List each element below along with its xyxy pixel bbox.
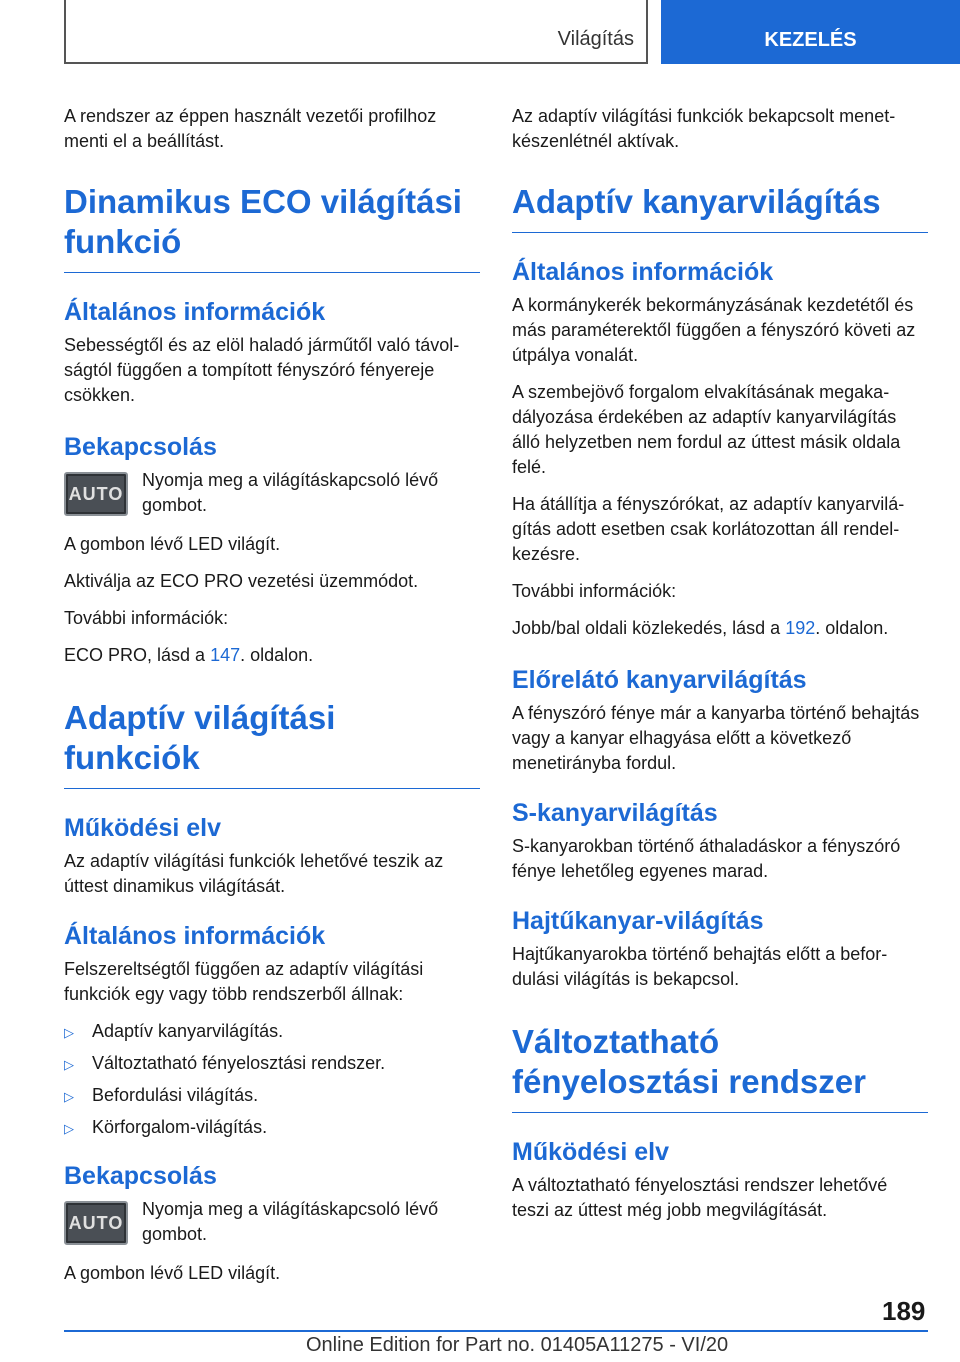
variable-principle-text: A változtatható fényelosztási rendszer lehetővé teszi az úttest még jobb megvilágítását.: [512, 1175, 888, 1220]
triangle-bullet-icon: ▷: [64, 1025, 74, 1040]
footer-divider: [64, 1330, 928, 1332]
subheading-hairpin: Hajtűkanyar-világítás: [512, 907, 764, 935]
subheading-principle: Működési elv: [64, 814, 221, 842]
subheading-principle: Működési elv: [512, 1138, 669, 1166]
eco-info-text: Sebességtől és az elöl haladó járműtől való távolságtól függően a tompított fényszóró fényereje csökken.: [64, 335, 460, 405]
heading-eco-lighting: Dinamikus ECO világítási funkció: [64, 182, 480, 273]
heading-variable-distribution: Változtatható fényelosztási rendszer: [512, 1022, 928, 1113]
right-column: [512, 104, 928, 1235]
intro-text: Az adaptív világítási funkciók bekapcsolt menetkészenlétnél aktívak.: [512, 106, 896, 151]
page-link-192[interactable]: 192: [785, 618, 816, 638]
curve-text-3: Ha átállítja a fényszórókat, az adaptív kanyarvilágítás adott esetben csak korlátozottan áll rendelkezésre.: [512, 494, 905, 564]
led-text: A gombon lévő LED világít.: [64, 534, 281, 554]
header-frame: [64, 0, 648, 64]
heading-adaptive-curve: Adaptív kanyarvilágítás: [512, 182, 928, 233]
traffic-side-reference: Jobb/bal oldali közlekedés, lásd a 192. oldalon.: [512, 618, 889, 638]
list-item: ▷ Befordulási világítás.: [64, 1083, 480, 1109]
triangle-bullet-icon: ▷: [64, 1057, 74, 1072]
page-number: 189: [882, 1296, 926, 1326]
subheading-general-info: Általános információk: [512, 258, 774, 286]
auto-button-icon: AUTO: [64, 1201, 128, 1245]
chapter-tab-label: KEZELÉS: [764, 28, 857, 51]
hairpin-text: Hajtűkanyarokba történő behajtás előtt a befordulási világítás is bekapcsol.: [512, 944, 888, 989]
eco-pro-reference: ECO PRO, lásd a 147. oldalon.: [64, 645, 314, 665]
auto-instruction: [64, 468, 480, 518]
triangle-bullet-icon: ▷: [64, 1089, 74, 1104]
subheading-predictive: Előrelátó kanyarvilágítás: [512, 666, 807, 694]
list-item: ▷ Adaptív kanyarvilágítás.: [64, 1019, 480, 1045]
curve-text-2: A szembejövő forgalom elvakításának megakadályozása érdekében az adaptív kanyarvilágítás álló helyzetben nem fordul az úttest másik oldala felé.: [512, 382, 901, 477]
systems-list: [64, 1019, 480, 1141]
systems-intro-text: Felszereltségtől függően az adaptív világítási funkciók egy vagy több rendszerből állnak:: [64, 959, 424, 1004]
more-info-label: További információk:: [64, 608, 229, 628]
left-column: [64, 104, 480, 1298]
predictive-text: A fényszóró fénye már a kanyarba történő behajtás vagy a kanyar elhagyása előtt a következő menetirányba fordul.: [512, 703, 920, 773]
chapter-tab: [661, 0, 960, 64]
subheading-switch-on: Bekapcsolás: [64, 433, 217, 461]
press-button-text: Nyomja meg a világításkapcsoló lévő gombot.: [142, 470, 439, 515]
led-text-2: A gombon lévő LED világít.: [64, 1263, 281, 1283]
edition-footer: Online Edition for Part no. 01405A11275 - VI/20: [306, 1334, 729, 1356]
section-title: Világítás: [557, 28, 634, 50]
subheading-general-info-2: Általános információk: [64, 922, 326, 950]
subheading-general-info: Általános információk: [64, 298, 326, 326]
triangle-bullet-icon: ▷: [64, 1121, 74, 1136]
more-info-label: További információk:: [512, 581, 677, 601]
list-item: ▷ Változtatható fényelosztási rendszer.: [64, 1051, 480, 1077]
activate-eco-text: Aktiválja az ECO PRO vezetési üzemmódot.: [64, 571, 419, 591]
page-link-147[interactable]: 147: [210, 645, 241, 665]
press-button-text-2: Nyomja meg a világításkapcsoló lévő gombot.: [142, 1199, 439, 1244]
s-curve-text: S-kanyarokban történő áthaladáskor a fényszóró fénye lehetőleg egyenes marad.: [512, 836, 901, 881]
subheading-switch-on-2: Bekapcsolás: [64, 1162, 217, 1190]
heading-adaptive-lighting: Adaptív világítási funkciók: [64, 698, 480, 789]
principle-text: Az adaptív világítási funkciók lehetővé teszik az úttest dinamikus világítását.: [64, 851, 444, 896]
auto-button-icon: AUTO: [64, 472, 128, 516]
curve-text-1: A kormánykerék bekormányzásának kezdetétől és más paraméterektől függően a fényszóró követi az útpálya vonalát.: [512, 295, 916, 365]
intro-text: A rendszer az éppen használt vezetői profilhoz menti el a beállítást.: [64, 106, 437, 151]
subheading-s-curve: S-kanyarvilágítás: [512, 799, 718, 827]
auto-instruction-2: [64, 1197, 480, 1247]
list-item: ▷ Körforgalom-világítás.: [64, 1115, 480, 1141]
